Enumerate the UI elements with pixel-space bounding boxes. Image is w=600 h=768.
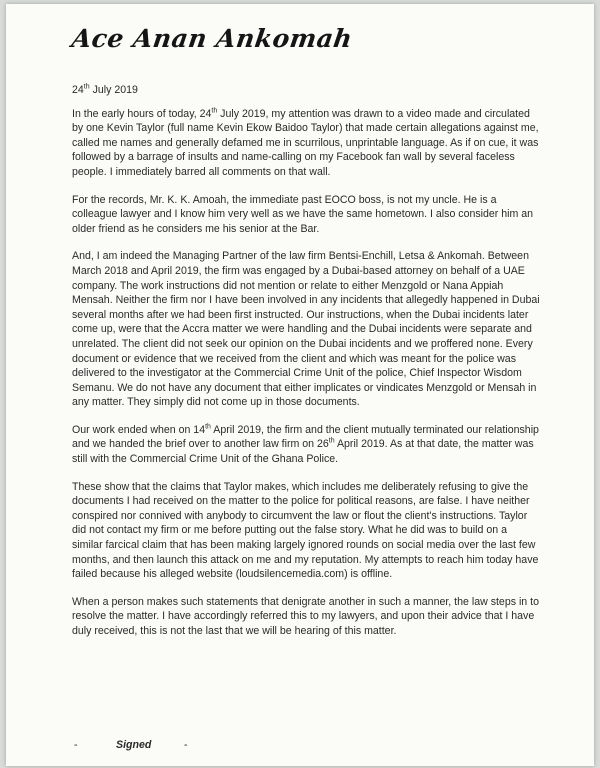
letter-body bbox=[72, 83, 540, 652]
paragraph-3: And, I am indeed the Managing Partner of the law firm Bentsi-Enchill, Letsa & Ankomah. Between March 2018 and April 2019, the firm was engaged by a Dubai-based attorney on behalf of a UAE company. The work instructions did not mention or relate to either Menzgold or Nana Appiah Mensah. Neither the firm nor I have been involved in any incidents that allegedly happened in Dubai several months after we had been first instructed. Our instructions, when the Dubai incidents later come up, were that the Accra matter we were handling and the Dubai incidents were separate and unrelated. The client did not seek our opinion on the Dubai incidents and we proffered none. Every document or evidence that we received from the client and which was meant for the police was delivered to the investigator at the Commercial Crime Unit of the police, Chief Inspector Wisdom Semanu. We do not have any document that either implicates or vindicates Menzgold or Mensah in any matter. They simply did not come up in those documents. bbox=[72, 250, 540, 409]
paragraph-5: These show that the claims that Taylor makes, which includes me deliberately refusing to give the documents I had received on the matter to the police for political reasons, are false. I have neither conspired nor connived with anybody to circumvent the law or flout the client's instructions. Taylor did not contact my firm or me before putting out the false story. What he did was to build on a similar farcical claim that has been making largely ignored rounds on social media over the last few months, and then launch this attack on me and my reputation. My attempts to reach him today have failed because his alleged website (loudsilencemedia.com) is offline. bbox=[72, 480, 539, 581]
letter-date: 24th July 2019 bbox=[72, 83, 138, 96]
paragraph-6: When a person makes such statements that denigrate another in such a manner, the law steps in to resolve the matter. I have accordingly referred this to my lawyers, and upon their advice that I have duly received, this is not the last that we will be hearing of this matter. bbox=[72, 595, 539, 637]
paragraph-4: Our work ended when on 14th April 2019, the firm and the client mutually terminated our relationship and we handed the brief over to another law firm on 26th April 2019. As at that date, the matter was still with the Commercial Crime Unit of the Ghana Police. bbox=[72, 423, 539, 466]
signature-dash-right: - bbox=[184, 739, 188, 751]
letter-page bbox=[6, 4, 594, 766]
signature-dash-left: - bbox=[74, 739, 78, 751]
signed-label: Signed bbox=[116, 739, 152, 751]
paragraph-1: In the early hours of today, 24th July 2019, my attention was drawn to a video made and circulated by one Kevin Taylor (full name Kevin Ekow Baidoo Taylor) that made certain allegations against me, called me names and generally defamed me in scurrilous, unprintable language. As if on cue, it was followed by a barrage of insults and name-calling on my Facebook fan wall by several faceless people. I immediately barred all comments on that wall. bbox=[72, 107, 539, 178]
paragraph-2: For the records, Mr. K. K. Amoah, the immediate past EOCO boss, is not my uncle. He is a colleague lawyer and I know him very well as we have the same hometown. I also consider him an older friend as he considers me his senior at the Bar. bbox=[72, 193, 534, 235]
letterhead-name: Ace Anan Ankomah bbox=[69, 24, 355, 53]
